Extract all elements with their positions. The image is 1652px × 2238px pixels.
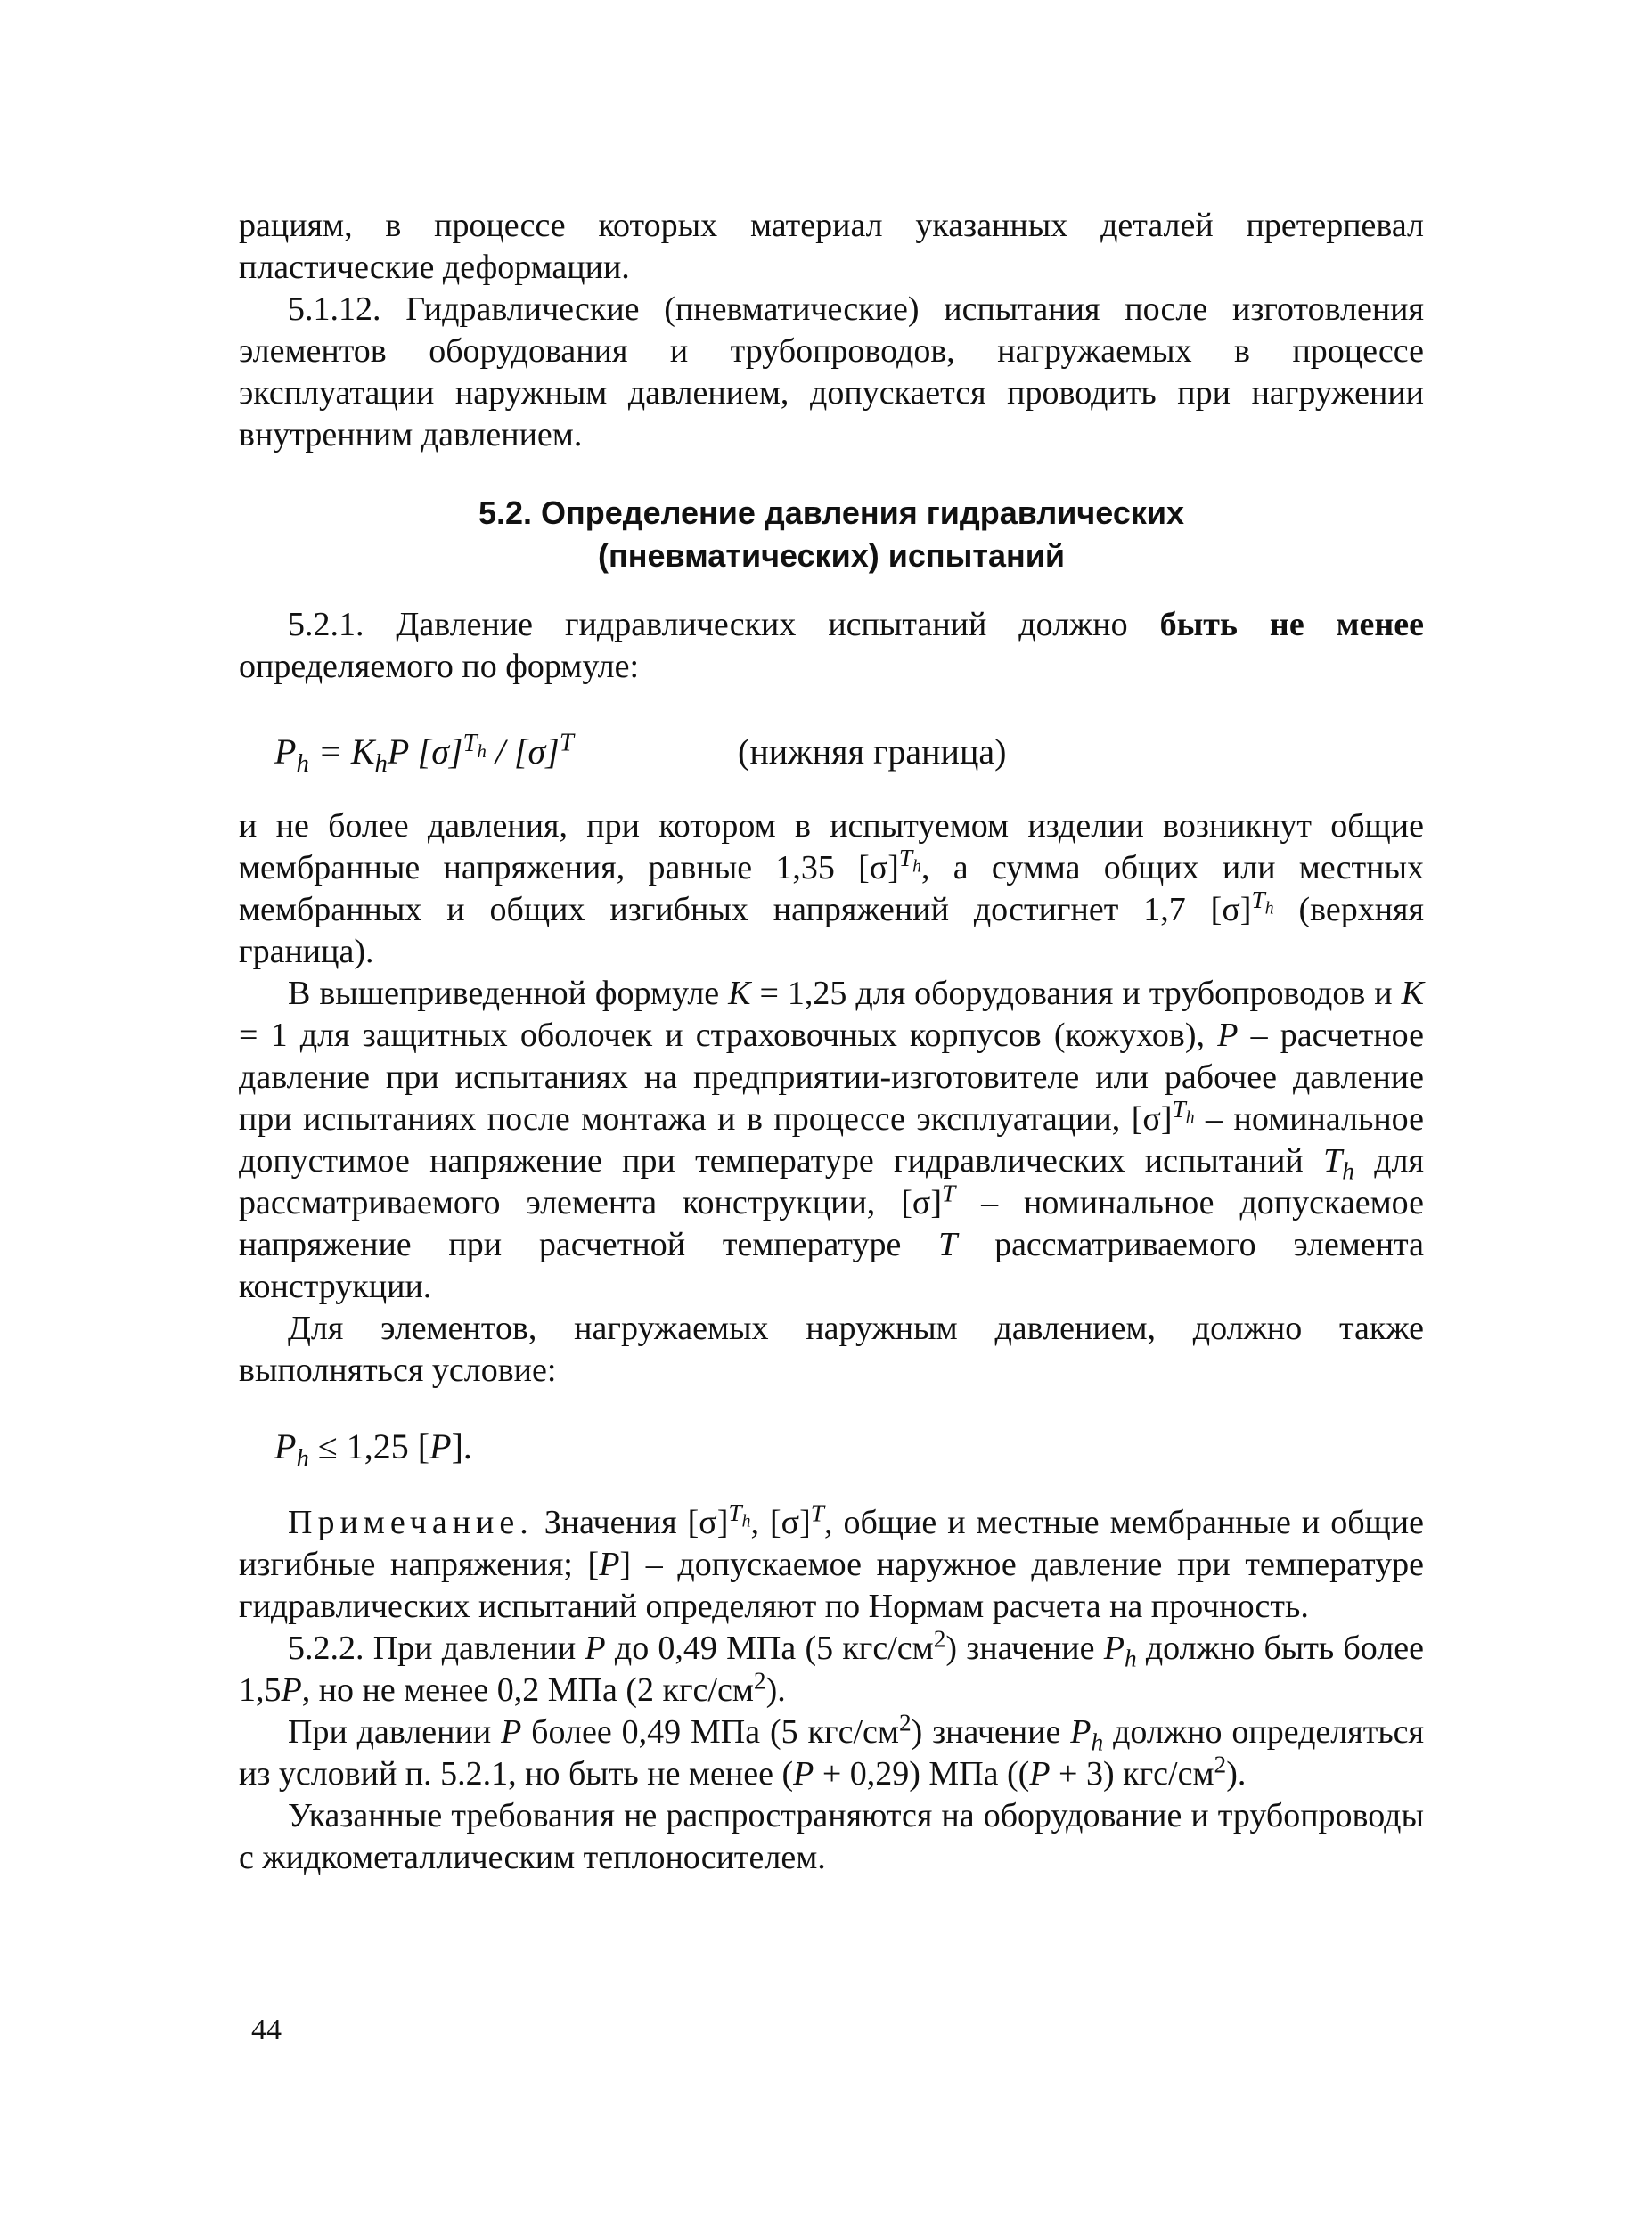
clause-5-2-1-start: 5.2.1. Давление гидравлических испытаний должно xyxy=(288,606,1160,643)
upper-limit-text-3: (верхняя граница). xyxy=(239,891,1424,970)
higher-text-a: При давлении xyxy=(288,1713,502,1751)
upper-limit-text-1: и не более давления, при котором в испытуемом изделии возникнут общие мембранные напряжения, равные 1,35 xyxy=(239,807,1424,886)
upper-limit-text-2: , а сумма общих или местных мембранных и общих изгибных напряжений достигнет 1,7 xyxy=(239,849,1424,928)
explanation-text-8: рассматриваемого элемента конструкции. xyxy=(239,1226,1424,1305)
final-paragraph: Указанные требования не распространяются на оборудование и трубопроводы с жидкометаллическим теплоносителем. xyxy=(239,1797,1424,1876)
page-number: 44 xyxy=(251,2013,282,2046)
formula-expression: $P_h = K_hP$ $[\sigma]^{T_h} / [\sigma]^T$ xyxy=(274,728,574,778)
clause-5-2-2: 5.2.2. При давлении P до 0,49 МПа (5 кгс/$см^2$) значение $P_h$ должно быть более 1,5P, но не менее 0,2 МПа (2 кгс/$см^2$). xyxy=(239,1625,1424,1709)
document-page xyxy=(239,205,1424,1879)
clause-5-1-12: 5.1.12. Гидравлические (пневматические) испытания после изготовления элементов оборудования и трубопроводов, нагружаемых в процессе эксплуатации наружным давлением, допускается проводить при нагружении внутренним давлением. xyxy=(239,290,1424,453)
upper-limit-paragraph: и не более давления, при котором в испытуемом изделии возникнут общие мембранные напряжения, равные 1,35 $[\sigma]^{T_h}$, а сумма общих или местных мембранных и общих изгибных напряжений достигнет 1,7 $[\sigma]^{T_h}$ (верхняя граница). xyxy=(239,807,1424,970)
higher-text-e: + 0,29) МПа (( xyxy=(814,1755,1030,1793)
clause-5-2-1-end: определяемого по формуле: xyxy=(239,648,640,685)
note-label: Примечание. xyxy=(288,1504,534,1541)
note-paragraph: Примечание. Значения $[\sigma]^{T_h}$, $[\sigma]^T$, общие и местные мембранные и общие изгибные напряжения; [P] – допускаемое наружное давление при температуре гидравлических испытаний определяют по Нормам расчета на прочность. xyxy=(239,1499,1425,1625)
clause-5-2-2-text-f: ). xyxy=(765,1671,786,1709)
higher-text-d: должно определяться из условий п. 5.2.1, но быть не менее ( xyxy=(239,1713,1424,1793)
clause-5-2-2-text-e: , но не менее 0,2 МПа (2 кгс/см xyxy=(301,1671,754,1709)
outer-pressure-paragraph: Для элементов, нагружаемых наружным давлением, должно также выполняться условие: xyxy=(239,1310,1424,1389)
clause-5-2-2-text-d: должно быть более 1,5 xyxy=(239,1629,1424,1709)
explanation-text-5: – номинальное допустимое напряжение при температуре гидравлических испытаний xyxy=(239,1100,1425,1180)
clause-5-2-1 xyxy=(239,604,1424,688)
higher-text-c: ) значение xyxy=(911,1713,1071,1751)
outer-pressure-condition xyxy=(239,1404,1424,1484)
explanation-text-2: = 1,25 для оборудования и трубопроводов и xyxy=(750,975,1402,1012)
higher-text-g: ). xyxy=(1226,1755,1247,1793)
higher-pressure-paragraph: При давлении P более 0,49 МПа (5 кгс/$см^2$) значение $P_h$ должно определяться из условий п. 5.2.1, но быть не менее (P + 0,29) МПа ((P + 3) кгс/$см^2$). xyxy=(239,1709,1424,1793)
note-text-1: Значения xyxy=(533,1504,688,1541)
note-text-3: – допускаемое наружное давление при температуре гидравлических испытаний определяют по Нормам расчета на прочность. xyxy=(239,1546,1424,1625)
clause-5-2-1-bold: быть не менее xyxy=(1159,606,1424,643)
explanation-text-4: – расчетное давление при испытаниях на предприятии-изготовителе или рабочее давление при испытаниях после монтажа и в процессе эксплуатации, xyxy=(239,1017,1424,1138)
clause-5-2-2-text-a: 5.2.2. При давлении xyxy=(288,1629,585,1667)
formula-note: (нижняя граница) xyxy=(738,731,1007,772)
clause-5-2-2-text-b: до 0,49 МПа (5 кгс/см xyxy=(605,1629,934,1667)
section-heading xyxy=(239,492,1424,577)
explanation-text-3: = 1 для защитных оболочек и страховочных корпусов (кожухов), xyxy=(239,1017,1218,1054)
note-text-2: , общие и местные мембранные и общие изгибные напряжения; xyxy=(239,1504,1425,1583)
explanation-text-1: В вышеприведенной формуле xyxy=(288,975,729,1012)
higher-text-f: + 3) кгс/см xyxy=(1050,1755,1214,1793)
heading-line-2: (пневматических) испытаний xyxy=(597,537,1066,574)
condition-expression: $P_h \le 1,25$ [P]. xyxy=(274,1426,472,1473)
clause-5-2-2-text-c: ) значение xyxy=(945,1629,1104,1667)
heading-line-1: 5.2. Определение давления гидравлических xyxy=(478,494,1185,531)
intro-paragraph: рациям, в процессе которых материал указанных деталей претерпевал пластические деформации. xyxy=(239,207,1424,286)
formula-explanation: В вышеприведенной формуле K = 1,25 для оборудования и трубопроводов и K = 1 для защитных оболочек и страховочных корпусов (кожухов), P – расчетное давление при испытаниях на предприятии-изготовителе или рабочее давление при испытаниях после монтажа и в процессе эксплуатации, $[\sigma]^{T_h}$ – номинальное допустимое напряжение при температуре гидравлических испытаний $T_h$ для рассматриваемого элемента конструкции, $[\sigma]^T$ – номинальное допускаемое напряжение при расчетной температуре T рассматриваемого элемента конструкции. xyxy=(239,975,1425,1305)
explanation-text-7: – номинальное допускаемое напряжение при расчетной температуре xyxy=(239,1184,1424,1263)
explanation-text-6: для рассматриваемого элемента конструкции, xyxy=(239,1142,1424,1221)
test-pressure-formula xyxy=(239,704,1424,793)
higher-text-b: более 0,49 МПа (5 кгс/см xyxy=(521,1713,899,1751)
